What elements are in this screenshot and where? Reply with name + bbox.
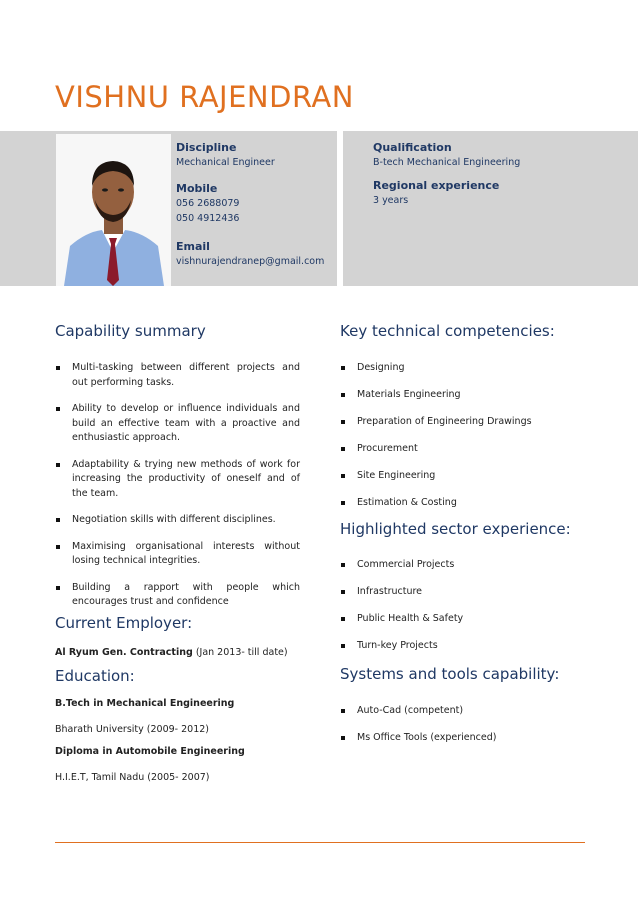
list-item: Multi-tasking between different projects and out performing tasks. (55, 361, 300, 390)
list-item: Site Engineering (340, 469, 600, 484)
sector-experience-heading: Highlighted sector experience: (340, 520, 571, 538)
list-item: Public Health & Safety (340, 612, 600, 627)
mobile-value-1: 056 2688079 (176, 198, 240, 209)
education-school-2: H.I.E.T, Tamil Nadu (2005- 2007) (55, 772, 210, 783)
capability-summary-heading: Capability summary (55, 322, 206, 340)
qualification-field (373, 141, 520, 170)
discipline-label: Discipline (176, 141, 237, 154)
email-value[interactable]: vishnurajendranep@gmail.com (176, 256, 325, 267)
list-item: Ms Office Tools (experienced) (340, 731, 600, 746)
tools-list (340, 704, 600, 758)
list-item: Commercial Projects (340, 558, 600, 573)
regional-experience-label: Regional experience (373, 179, 500, 192)
mobile-label: Mobile (176, 182, 218, 195)
sectors-list (340, 558, 600, 666)
candidate-name: VISHNU RAJENDRAN (55, 80, 354, 114)
competencies-list (340, 361, 600, 523)
employer-period: (Jan 2013- till date) (195, 647, 288, 658)
profile-photo (56, 134, 171, 286)
list-item: Negotiation skills with different disciplines. (55, 513, 300, 528)
list-item: Adaptability & trying new methods of work for increasing the productivity of oneself and of the team. (55, 458, 300, 502)
email-field (176, 240, 324, 269)
list-item: Ability to develop or influence individuals and build an effective team with a proactive and enthusiastic approach. (55, 402, 300, 446)
list-item: Materials Engineering (340, 388, 600, 403)
discipline-field (176, 141, 275, 170)
education-heading: Education: (55, 667, 135, 685)
employer-company: Al Ryum Gen. Contracting (55, 647, 193, 658)
education-school-1: Bharath University (2009- 2012) (55, 724, 210, 735)
mobile-value-2: 050 4912436 (176, 213, 240, 224)
regional-experience-field (373, 179, 499, 208)
bottom-divider (55, 842, 585, 843)
list-item: Infrastructure (340, 585, 600, 600)
list-item: Estimation & Costing (340, 496, 600, 511)
email-label: Email (176, 240, 210, 253)
list-item: Designing (340, 361, 600, 376)
education-degree-1: B.Tech in Mechanical Engineering (55, 698, 235, 709)
qualification-label: Qualification (373, 141, 452, 154)
tools-capability-heading: Systems and tools capability: (340, 665, 560, 683)
discipline-value: Mechanical Engineer (176, 157, 275, 168)
key-competencies-heading: Key technical competencies: (340, 322, 555, 340)
list-item: Turn-key Projects (340, 639, 600, 654)
qualification-value: B-tech Mechanical Engineering (373, 157, 521, 168)
current-employer-heading: Current Employer: (55, 614, 193, 632)
list-item: Preparation of Engineering Drawings (340, 415, 600, 430)
mobile-field (176, 182, 239, 226)
list-item: Maximising organisational interests without losing technical integrities. (55, 540, 300, 569)
regional-experience-value: 3 years (373, 195, 409, 206)
employer-line (55, 647, 288, 658)
education-degree-2: Diploma in Automobile Engineering (55, 746, 245, 757)
list-item: Building a rapport with people which encourages trust and confidence (55, 581, 300, 610)
list-item: Procurement (340, 442, 600, 457)
capability-list (55, 361, 300, 622)
list-item: Auto-Cad (competent) (340, 704, 600, 719)
